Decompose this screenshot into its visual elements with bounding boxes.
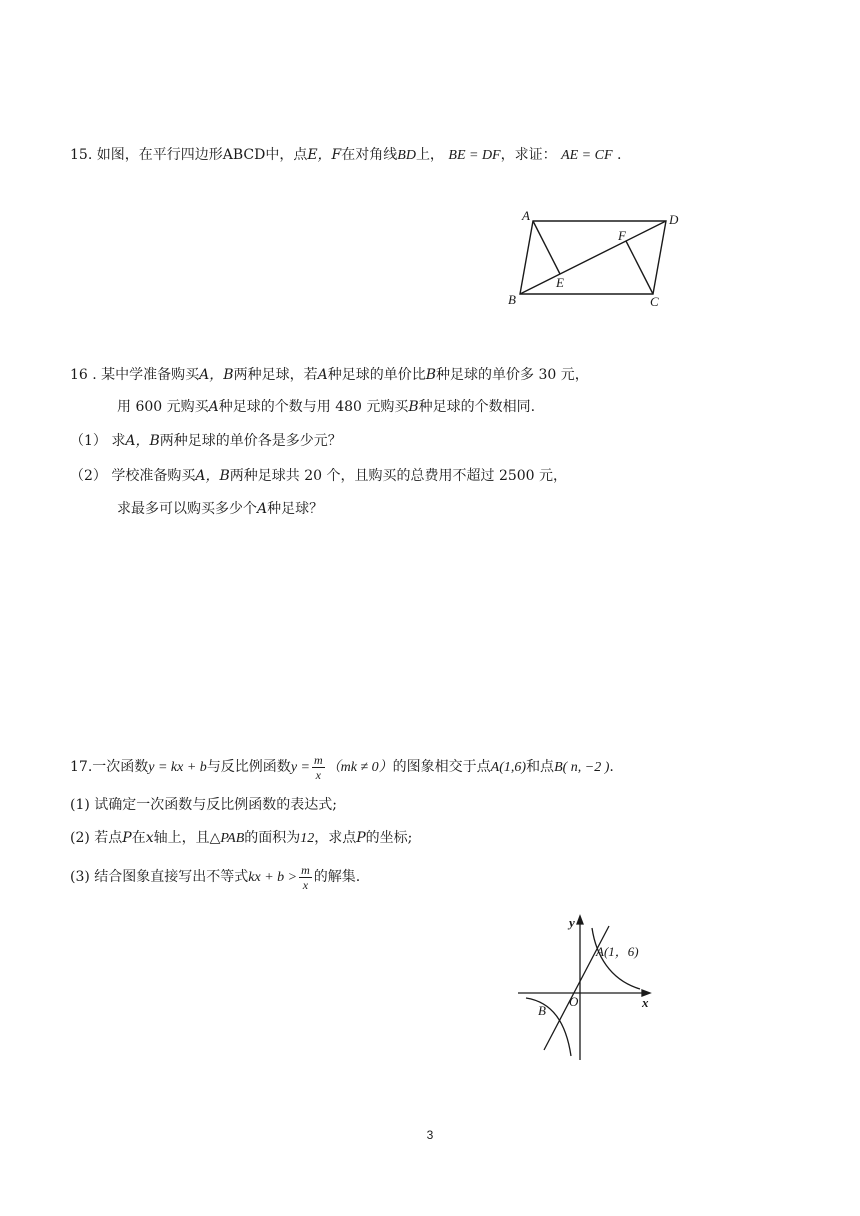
vertex-b-label: B xyxy=(508,292,516,307)
q17-function-graph xyxy=(510,910,670,1065)
q16-part2-line2: 求最多可以购买多少个A种足球？ xyxy=(117,501,324,517)
diagonal-bd xyxy=(520,221,666,294)
point-e-label: E xyxy=(556,275,564,290)
q17-part1: (1) 试确定一次函数与反比例函数的表达式; xyxy=(70,797,338,813)
y-axis-label: y xyxy=(569,915,575,930)
q16-label: 16 . xyxy=(70,367,97,383)
q17-part2: (2) 若点P在x轴上，且△PAB的面积为12，求点P的坐标; xyxy=(70,830,413,846)
q16-part1: （1） 求A，B两种足球的单价各是多少元？ xyxy=(70,433,342,449)
q15-stem: 15. 如图，在平行四边形ABCD中，点E，F在对角线BD上， BE = DF，求证： AE = CF . xyxy=(70,147,622,163)
q15-label: 15. xyxy=(70,147,93,163)
fraction-m-over-x-2: $\frac{m}{x}$ xyxy=(301,862,310,892)
point-b-label: B xyxy=(538,1003,546,1018)
fraction-m-over-x: $\frac{m}{x}$ xyxy=(313,752,323,782)
vertex-c-label: C xyxy=(650,294,659,309)
y-axis-arrow xyxy=(577,916,583,924)
vertex-d-label: D xyxy=(669,212,679,227)
page-number: 3 xyxy=(426,1128,434,1142)
origin-label: O xyxy=(569,994,579,1009)
q17-stem: 17.一次函数y = kx + b与反比例函数y = $\frac{m}{x}$ （mk ≠ 0）的图象相交于点A(1,6)和点B( n, −2 ). xyxy=(70,752,614,782)
segment-cf xyxy=(626,241,653,294)
q16-stem-line1: 16 . 某中学准备购买A，B两种足球，若A种足球的单价比B种足球的单价多 30 元， xyxy=(70,367,589,383)
x-axis-label: x xyxy=(642,995,649,1010)
segment-ae xyxy=(533,221,560,274)
hyperbola-branch-third-quadrant xyxy=(526,998,571,1056)
q16-stem-line2: 用 600 元购买A种足球的个数与用 480 元购买B种足球的个数相同. xyxy=(117,399,536,415)
vertex-a-label: A xyxy=(522,208,530,223)
q16-part2-line1: （2） 学校准备购买A，B两种足球共 20 个，且购买的总费用不超过 2500 元， xyxy=(70,468,568,484)
q17-label: 17. xyxy=(70,759,93,775)
q15-parallelogram-figure xyxy=(500,205,690,315)
point-f-label: F xyxy=(618,228,626,243)
point-a-label: A(1，6) xyxy=(596,944,639,959)
q17-part3: (3) 结合图象直接写出不等式kx + b > $\frac{m}{x}$ 的解集. xyxy=(70,862,361,892)
